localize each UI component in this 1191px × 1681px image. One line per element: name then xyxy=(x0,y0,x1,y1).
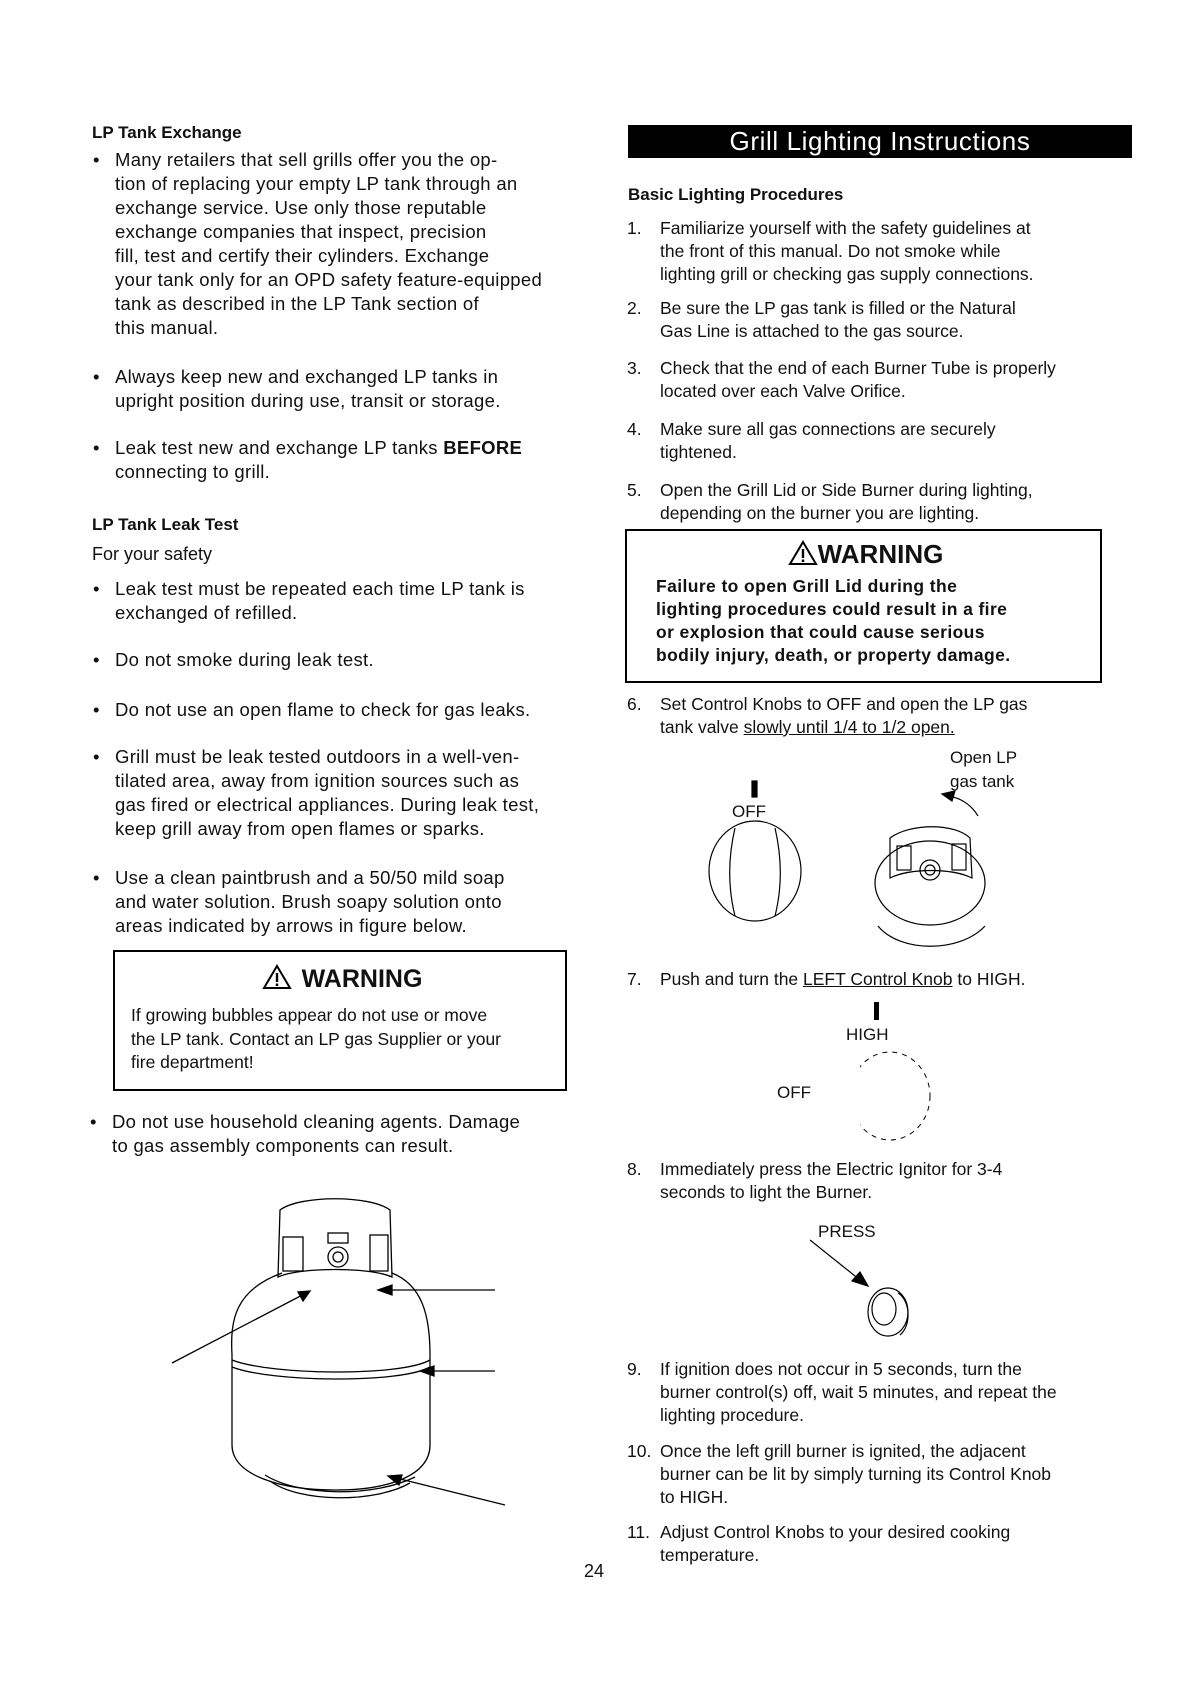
step-number: 2. xyxy=(627,298,642,318)
step-5 xyxy=(627,479,1120,525)
fig6-open-label-2: gas tank xyxy=(950,772,1015,791)
warning-title-text: WARNING xyxy=(817,539,944,569)
text-line: tank as described in the LP Tank section of xyxy=(115,293,479,314)
step-number: 10. xyxy=(627,1441,652,1461)
step-2 xyxy=(627,297,1120,343)
text-line: If ignition does not occur in 5 seconds, turn the xyxy=(660,1359,1022,1379)
bullet-dot: • xyxy=(93,746,100,767)
step-number: 1. xyxy=(627,218,642,238)
warning-title xyxy=(115,964,569,994)
text-line: located over each Valve Orifice. xyxy=(660,381,906,401)
step-number: 4. xyxy=(627,419,642,439)
leak-bullet-4 xyxy=(93,745,585,841)
text-line: Do not smoke during leak test. xyxy=(115,649,374,670)
fig7-off-label: OFF xyxy=(777,1083,811,1102)
leak-bullet-5 xyxy=(93,866,585,938)
lp-tank-exchange-heading: LP Tank Exchange xyxy=(92,123,242,142)
text-line xyxy=(660,968,1120,991)
step-number: 8. xyxy=(627,1159,642,1179)
bullet-dot: • xyxy=(93,149,100,170)
bullet-dot: • xyxy=(90,1111,97,1132)
text-line: Adjust Control Knobs to your desired cooking xyxy=(660,1522,1011,1542)
text-line xyxy=(115,436,585,460)
collar-handle-left xyxy=(283,1237,303,1271)
text-line: Failure to open Grill Lid during the xyxy=(656,576,958,596)
text-line: Leak test must be repeated each time LP tank is xyxy=(115,578,525,599)
text-line: your tank only for an OPD safety feature-equipped xyxy=(115,269,543,290)
emphasis-text: BEFORE xyxy=(443,437,523,458)
step-10 xyxy=(627,1440,1120,1509)
exchange-bullet-1 xyxy=(93,148,585,340)
text-line: Be sure the LP gas tank is filled or the Natural xyxy=(660,298,1016,318)
step-number: 5. xyxy=(627,480,642,500)
text-line: tilated area, away from ignition sources such as xyxy=(115,770,520,791)
tank-valve-drawing xyxy=(875,841,985,925)
text-line: Familiarize yourself with the safety guidelines at xyxy=(660,218,1031,238)
text-line xyxy=(660,716,1120,739)
text-line: keep grill away from open flames or sparks. xyxy=(115,818,485,839)
text-line: lighting procedures could result in a fire xyxy=(656,599,1008,619)
text-line: upright position during use, transit or storage. xyxy=(115,390,501,411)
text-segment: to HIGH. xyxy=(952,969,1026,989)
ignitor-button xyxy=(868,1288,908,1336)
for-your-safety-subheading: For your safety xyxy=(92,544,213,564)
text-line: exchange companies that inspect, precision xyxy=(115,221,487,242)
text-line: to HIGH. xyxy=(660,1487,729,1507)
exchange-bullet-2 xyxy=(93,365,585,413)
text-line: burner can be lit by simply turning its Control Knob xyxy=(660,1464,1052,1484)
text-line: this manual. xyxy=(115,317,219,338)
text-line: Make sure all gas connections are securely xyxy=(660,419,996,439)
text-line: Gas Line is attached to the gas source. xyxy=(660,321,964,341)
bullet-dot: • xyxy=(93,437,100,458)
leak-bullet-2 xyxy=(93,648,585,672)
lp-tank-illustration xyxy=(160,1185,510,1520)
text-line: depending on the burner you are lighting. xyxy=(660,503,980,523)
text-line: Grill must be leak tested outdoors in a well-ven- xyxy=(115,746,520,767)
step-number: 9. xyxy=(627,1359,642,1379)
text-line: connecting to grill. xyxy=(115,461,271,482)
figure-8-illustration xyxy=(800,1235,950,1345)
text-segment: Leak test new and exchange LP tanks xyxy=(115,437,444,458)
step-4 xyxy=(627,418,1120,464)
bullet-dot: • xyxy=(93,366,100,387)
fig7-high-label: HIGH xyxy=(846,1025,889,1044)
tank-seam xyxy=(232,1360,430,1372)
text-segment: Push and turn the xyxy=(660,969,804,989)
arrow-base xyxy=(392,1477,505,1505)
text-line: lighting grill or checking gas supply connections. xyxy=(660,264,1034,284)
step-1 xyxy=(627,217,1120,286)
text-line: lighting procedure. xyxy=(660,1405,804,1425)
collar-handle-right xyxy=(370,1235,388,1271)
text-line: Check that the end of each Burner Tube is properly xyxy=(660,358,1056,378)
text-line: the front of this manual. Do not smoke while xyxy=(660,241,1001,261)
text-line: to gas assembly components can result. xyxy=(112,1135,454,1156)
off-indicator-mark xyxy=(752,781,757,797)
text-line: tion of replacing your empty LP tank through an xyxy=(115,173,518,194)
step-8 xyxy=(627,1158,1120,1204)
text-line: Do not use household cleaning agents. Damage xyxy=(112,1111,521,1132)
text-line: Once the left grill burner is ignited, the adjacent xyxy=(660,1441,1026,1461)
text-line: fire department! xyxy=(131,1052,254,1072)
warning-body xyxy=(656,575,1096,667)
text-line: Many retailers that sell grills offer you the op- xyxy=(115,149,498,170)
text-line: If growing bubbles appear do not use or move xyxy=(131,1005,488,1025)
step-7 xyxy=(627,968,1120,991)
figure-7-illustration xyxy=(860,1002,990,1142)
text-line: the LP tank. Contact an LP gas Supplier or your xyxy=(131,1028,502,1049)
control-knob xyxy=(709,821,801,921)
text-line: Do not use an open flame to check for gas leaks. xyxy=(115,699,531,720)
text-line: areas indicated by arrows in figure below. xyxy=(115,915,467,936)
text-line: or explosion that could cause serious xyxy=(656,622,985,642)
text-line: Always keep new and exchanged LP tanks in xyxy=(115,366,499,387)
fig6-open-label-1: Open LP xyxy=(950,748,1018,767)
text-line: bodily injury, death, or property damage. xyxy=(656,645,1011,665)
text-segment: tank valve xyxy=(660,717,744,737)
step-3 xyxy=(627,357,1120,403)
right-warning-box xyxy=(625,529,1102,683)
text-line: Open the Grill Lid or Side Burner during lighting, xyxy=(660,480,1033,500)
underlined-text: slowly until 1/4 to 1/2 open. xyxy=(743,717,955,737)
figure-6-illustration xyxy=(690,778,1030,953)
bullet-dot: • xyxy=(93,699,100,720)
final-bullet xyxy=(90,1110,582,1158)
left-warning-box xyxy=(113,950,567,1091)
text-line: exchange service. Use only those reputable xyxy=(115,197,487,218)
text-line: temperature. xyxy=(660,1545,760,1565)
text-line: seconds to light the Burner. xyxy=(660,1182,873,1202)
text-line: gas fired or electrical appliances. During leak test, xyxy=(115,794,540,815)
step-number: 3. xyxy=(627,358,642,378)
warning-title-text: WARNING xyxy=(301,965,423,993)
bullet-dot: • xyxy=(93,649,100,670)
warning-triangle-icon xyxy=(262,964,292,990)
tank-valve xyxy=(328,1247,348,1267)
text-line: fill, test and certify their cylinders. Exchange xyxy=(115,245,490,266)
bullet-dot: • xyxy=(93,867,100,888)
basic-lighting-heading: Basic Lighting Procedures xyxy=(628,185,844,204)
control-knob-outline xyxy=(860,1052,930,1140)
leak-bullet-3 xyxy=(93,698,585,722)
step-number: 6. xyxy=(627,694,642,714)
text-line: Use a clean paintbrush and a 50/50 mild soap xyxy=(115,867,505,888)
tank-body xyxy=(232,1273,430,1490)
grill-lighting-banner: Grill Lighting Instructions xyxy=(628,125,1132,158)
step-6 xyxy=(627,693,1120,739)
high-indicator-mark xyxy=(874,1002,879,1020)
step-9 xyxy=(627,1358,1120,1427)
step-number: 7. xyxy=(627,969,642,989)
press-arrow xyxy=(810,1240,860,1280)
warning-body xyxy=(131,1004,501,1075)
text-line: and water solution. Brush soapy solution onto xyxy=(115,891,502,912)
warning-title xyxy=(627,539,1104,570)
bullet-dot: • xyxy=(93,578,100,599)
page-number: 24 xyxy=(584,1561,605,1581)
fig6-off-label: OFF xyxy=(732,802,766,821)
lp-tank-leak-test-heading: LP Tank Leak Test xyxy=(92,515,239,534)
step-number: 11. xyxy=(627,1522,651,1542)
text-line: Immediately press the Electric Ignitor for 3-4 xyxy=(660,1159,1003,1179)
fig8-press-label: PRESS xyxy=(818,1222,876,1241)
tank-collar xyxy=(278,1199,392,1277)
text-line: Set Control Knobs to OFF and open the LP gas xyxy=(660,694,1028,714)
text-line: exchanged of refilled. xyxy=(115,602,298,623)
underlined-text: LEFT Control Knob xyxy=(803,969,953,989)
text-line: burner control(s) off, wait 5 minutes, and repeat the xyxy=(660,1382,1057,1402)
exchange-bullet-3 xyxy=(93,436,585,484)
leak-bullet-1 xyxy=(93,577,585,625)
warning-triangle-icon xyxy=(788,540,818,566)
text-line: tightened. xyxy=(660,442,737,462)
step-11 xyxy=(627,1521,1120,1567)
